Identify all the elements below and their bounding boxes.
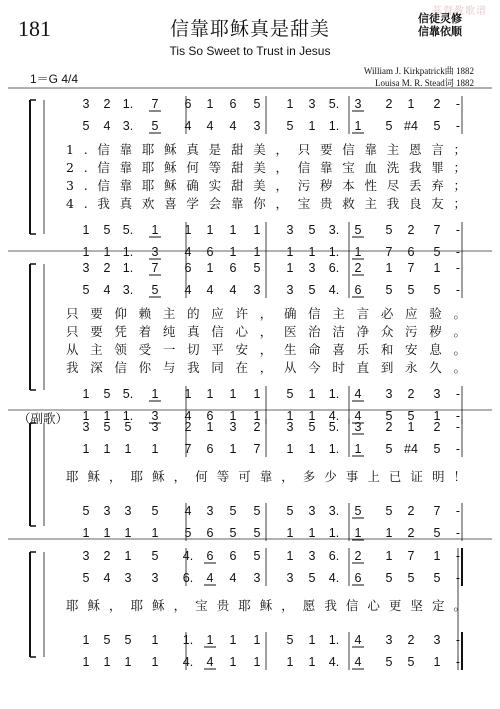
lyric-line: 从主领受一切平安，生命喜乐和安息。: [66, 342, 466, 357]
tenor-note: 1: [229, 633, 237, 647]
tenor-note: 1.: [182, 633, 194, 647]
tenor-note: 3: [103, 504, 111, 518]
author-credit: Louisa M. R. Stead词 1882: [375, 78, 474, 88]
soprano-note: -: [455, 261, 461, 275]
bass-note: 1.: [122, 409, 134, 423]
bass-note: 4: [206, 655, 214, 669]
soprano-note: 1: [286, 549, 294, 563]
alto-note: 4: [103, 119, 111, 133]
bass-note: 5: [385, 655, 393, 669]
soprano-note: 3: [308, 97, 316, 111]
soprano-note: 1: [407, 420, 415, 434]
tenor-note: 1: [253, 223, 261, 237]
tenor-note: 5.: [122, 387, 134, 401]
title-english: Tis So Sweet to Trust in Jesus: [169, 44, 331, 58]
alto-note: 1: [103, 442, 111, 456]
alto-note: 3: [253, 571, 261, 585]
alto-note: 5: [82, 283, 90, 297]
tenor-note: 3.: [328, 223, 340, 237]
tenor-note: 3.: [328, 504, 340, 518]
soprano-note: 5: [124, 420, 132, 434]
bass-note: 1: [103, 245, 111, 259]
bass-note: 1: [308, 526, 316, 540]
bass-note: 4.: [328, 409, 340, 423]
tenor-note: 1: [184, 223, 192, 237]
alto-note: 4: [206, 571, 214, 585]
bass-note: 1: [433, 409, 441, 423]
tenor-note: 4: [354, 633, 362, 647]
alto-note: 1: [308, 119, 316, 133]
alto-note: 5: [385, 119, 393, 133]
soprano-note: 1: [407, 97, 415, 111]
lyric-line: 耶稣，耶稣，宝贵耶稣，愿我信心更坚定。: [66, 598, 466, 613]
bass-note: 1: [253, 655, 261, 669]
tenor-note: 2: [407, 504, 415, 518]
soprano-note: 6.: [328, 261, 340, 275]
alto-note: 1: [308, 442, 316, 456]
soprano-note: 1: [385, 261, 393, 275]
bass-note: 1: [82, 409, 90, 423]
tenor-note: 2: [407, 223, 415, 237]
soprano-note: 1.: [122, 261, 134, 275]
soprano-note: 2: [354, 549, 362, 563]
bass-note: 1: [354, 526, 362, 540]
title-chinese: 信靠耶稣真是甜美: [169, 18, 330, 40]
alto-note: 7: [184, 442, 192, 456]
bass-note: 2: [407, 526, 415, 540]
soprano-note: 7: [407, 549, 415, 563]
bass-note: 1: [286, 526, 294, 540]
tenor-note: 3: [385, 387, 393, 401]
alto-note: -: [455, 119, 461, 133]
alto-note: 1: [124, 442, 132, 456]
watermark: 基督教歌谱: [432, 6, 487, 17]
bass-note: 1: [82, 526, 90, 540]
alto-note: 1: [354, 442, 362, 456]
soprano-note: 1: [206, 420, 214, 434]
alto-note: 6: [354, 571, 362, 585]
alto-note: 4: [206, 119, 214, 133]
soprano-note: 5: [253, 261, 261, 275]
bass-note: 4: [354, 655, 362, 669]
bass-note: 1: [151, 655, 159, 669]
bass-note: 6: [206, 409, 214, 423]
alto-note: 6.: [182, 571, 194, 585]
alto-note: 5: [407, 571, 415, 585]
tenor-note: 5: [103, 223, 111, 237]
tenor-note: 4: [354, 387, 362, 401]
bass-note: 1: [124, 655, 132, 669]
bass-note: -: [455, 409, 461, 423]
soprano-note: 7: [407, 261, 415, 275]
tenor-note: 5: [385, 504, 393, 518]
soprano-note: 3: [354, 97, 362, 111]
tenor-note: 7: [433, 504, 441, 518]
tenor-note: 5: [103, 387, 111, 401]
bass-note: 4.: [328, 655, 340, 669]
bass-note: 1: [82, 245, 90, 259]
bass-note: 1: [253, 409, 261, 423]
bass-note: -: [455, 245, 461, 259]
alto-note: 5: [308, 283, 316, 297]
alto-note: 1: [151, 442, 159, 456]
alto-note: 5: [82, 571, 90, 585]
alto-note: 6: [354, 283, 362, 297]
alto-note: 6: [206, 442, 214, 456]
soprano-note: 7: [151, 97, 159, 111]
bass-note: 1.: [328, 245, 340, 259]
tenor-note: 1: [229, 223, 237, 237]
soprano-note: 2: [433, 97, 441, 111]
alto-note: 1: [286, 442, 294, 456]
soprano-note: 3: [354, 420, 362, 434]
soprano-note: 5.: [328, 420, 340, 434]
bass-note: 3: [151, 409, 159, 423]
alto-note: 5: [385, 571, 393, 585]
tenor-note: 3: [433, 387, 441, 401]
bass-note: 4: [184, 245, 192, 259]
tenor-note: 5: [286, 387, 294, 401]
alto-note: -: [455, 283, 461, 297]
bass-note: 5: [229, 526, 237, 540]
bass-note: 5: [433, 526, 441, 540]
bass-note: 1: [151, 526, 159, 540]
tenor-note: 1: [151, 387, 159, 401]
soprano-note: 5: [103, 420, 111, 434]
soprano-note: 3: [82, 97, 90, 111]
alto-note: 1.: [328, 442, 340, 456]
soprano-note: 3: [308, 549, 316, 563]
tenor-note: 5: [354, 504, 362, 518]
alto-note: 3: [253, 283, 261, 297]
alto-note: 4: [229, 119, 237, 133]
alto-note: 3.: [122, 283, 134, 297]
alto-note: 5: [433, 442, 441, 456]
bass-note: 1: [229, 409, 237, 423]
soprano-note: 3: [286, 420, 294, 434]
bass-note: 1: [253, 245, 261, 259]
soprano-note: 7: [151, 261, 159, 275]
bass-note: 1.: [328, 526, 340, 540]
lyric-line: 只要凭着纯真信心，医治洁净众污秽。: [66, 324, 466, 339]
soprano-note: 1: [206, 97, 214, 111]
bass-note: 1: [308, 409, 316, 423]
alto-note: 4: [229, 283, 237, 297]
soprano-note: 6: [184, 261, 192, 275]
soprano-note: 5: [253, 549, 261, 563]
soprano-note: 6.: [328, 549, 340, 563]
alto-note: 4: [103, 283, 111, 297]
soprano-note: 2: [354, 261, 362, 275]
soprano-note: -: [455, 420, 461, 434]
bass-note: -: [455, 526, 461, 540]
alto-note: 5: [433, 571, 441, 585]
bass-note: 7: [385, 245, 393, 259]
bass-note: 5: [385, 409, 393, 423]
tenor-note: 3: [206, 504, 214, 518]
tenor-note: -: [455, 504, 461, 518]
tenor-note: -: [455, 223, 461, 237]
tenor-note: 2: [407, 633, 415, 647]
soprano-note: 3: [229, 420, 237, 434]
soprano-note: 5.: [328, 97, 340, 111]
alto-note: 3: [286, 571, 294, 585]
bass-note: -: [455, 655, 461, 669]
alto-note: -: [455, 571, 461, 585]
tenor-note: 5.: [122, 223, 134, 237]
alto-note: 3.: [122, 119, 134, 133]
bass-note: 1: [286, 409, 294, 423]
tenor-note: 5: [286, 633, 294, 647]
tenor-note: 5: [151, 504, 159, 518]
bass-note: 1: [385, 526, 393, 540]
tenor-note: 7: [433, 223, 441, 237]
tenor-note: 3: [433, 633, 441, 647]
soprano-note: 2: [433, 420, 441, 434]
soprano-note: 6: [206, 549, 214, 563]
tenor-note: 5: [354, 223, 362, 237]
bass-note: 1: [103, 409, 111, 423]
alto-note: 5: [82, 119, 90, 133]
soprano-note: 1: [433, 261, 441, 275]
tenor-note: 3: [308, 504, 316, 518]
tenor-note: 1: [151, 223, 159, 237]
tenor-note: 5: [308, 223, 316, 237]
tenor-note: 1: [82, 387, 90, 401]
soprano-note: 6: [229, 97, 237, 111]
chorus-label: （副歌）: [18, 411, 69, 426]
tenor-note: 3: [385, 633, 393, 647]
tenor-note: 3: [124, 504, 132, 518]
alto-note: 5: [433, 119, 441, 133]
lyric-line: 耶稣，耶稣，何等可靠，多少事上已证明！: [66, 469, 466, 484]
soprano-note: -: [455, 97, 461, 111]
lyric-line: 4.我真欢喜学会靠你，宝贵救主我良友；: [66, 196, 466, 211]
bass-note: 4: [354, 409, 362, 423]
alto-note: 5: [286, 119, 294, 133]
tenor-note: 5: [103, 633, 111, 647]
bass-note: 1: [124, 526, 132, 540]
soprano-note: 6: [229, 261, 237, 275]
tenor-note: 1: [184, 387, 192, 401]
soprano-note: 3: [308, 261, 316, 275]
bass-note: 5: [253, 526, 261, 540]
soprano-note: 5: [308, 420, 316, 434]
tenor-note: 1.: [328, 387, 340, 401]
alto-note: 4: [103, 571, 111, 585]
bass-note: 5: [184, 526, 192, 540]
bass-note: 1: [82, 655, 90, 669]
bass-note: 1: [286, 245, 294, 259]
alto-note: 5: [308, 571, 316, 585]
tenor-note: 3: [286, 223, 294, 237]
soprano-note: 5: [253, 97, 261, 111]
alto-note: 1.: [328, 119, 340, 133]
alto-note: 4: [184, 119, 192, 133]
bass-note: 3: [151, 245, 159, 259]
alto-note: 4.: [328, 283, 340, 297]
soprano-note: 1: [286, 97, 294, 111]
tenor-note: 2: [407, 387, 415, 401]
alto-note: 1: [82, 442, 90, 456]
tenor-note: 5: [253, 504, 261, 518]
soprano-note: 1: [433, 549, 441, 563]
tenor-note: 1: [253, 633, 261, 647]
tenor-note: 1: [308, 633, 316, 647]
book-line-1: 信徒灵修: [418, 12, 462, 25]
bass-note: 6: [206, 526, 214, 540]
tenor-note: 5: [82, 504, 90, 518]
composer-credit: William J. Kirkpatrick曲 1882: [363, 66, 474, 76]
bass-note: 1: [433, 655, 441, 669]
alto-note: 3: [151, 571, 159, 585]
alto-note: 5: [385, 442, 393, 456]
alto-note: 1: [354, 119, 362, 133]
soprano-note: 2: [385, 420, 393, 434]
bass-note: 1: [229, 245, 237, 259]
alto-note: 4: [229, 571, 237, 585]
bass-note: 1.: [122, 245, 134, 259]
alto-note: 3: [253, 119, 261, 133]
soprano-note: 3: [82, 261, 90, 275]
bass-note: 1: [354, 245, 362, 259]
soprano-note: 1: [124, 549, 132, 563]
alto-note: 4.: [328, 571, 340, 585]
bass-note: 1: [308, 655, 316, 669]
hymn-number: 181: [18, 16, 51, 41]
alto-note: 5: [385, 283, 393, 297]
soprano-note: 1: [385, 549, 393, 563]
soprano-note: 6: [184, 97, 192, 111]
soprano-note: -: [455, 549, 461, 563]
alto-note: #4: [404, 442, 418, 456]
soprano-note: 2: [184, 420, 192, 434]
tenor-note: 5: [385, 223, 393, 237]
lyric-line: 1.信靠耶稣真是甜美，只要信靠主恩言；: [66, 142, 466, 157]
tenor-note: 1.: [328, 633, 340, 647]
soprano-note: 1.: [122, 97, 134, 111]
bass-note: 1: [229, 655, 237, 669]
bass-note: 1: [308, 245, 316, 259]
alto-note: 5: [151, 283, 159, 297]
key-signature: 1＝G 4/4: [30, 72, 79, 86]
alto-note: 3: [286, 283, 294, 297]
soprano-note: 6: [229, 549, 237, 563]
soprano-note: 1: [206, 261, 214, 275]
soprano-note: 5: [151, 549, 159, 563]
bass-note: 1: [103, 655, 111, 669]
bass-note: 1: [286, 655, 294, 669]
bass-note: 6: [206, 245, 214, 259]
tenor-note: 5: [124, 633, 132, 647]
alto-note: 4: [206, 283, 214, 297]
book-line-2: 信靠依顺: [418, 25, 462, 38]
tenor-note: -: [455, 387, 461, 401]
bass-note: 5: [407, 409, 415, 423]
alto-note: 5: [407, 283, 415, 297]
bass-note: 5: [407, 655, 415, 669]
tenor-note: 5: [229, 504, 237, 518]
tenor-note: 1: [206, 223, 214, 237]
alto-note: 1: [229, 442, 237, 456]
lyric-line: 2.信靠耶稣何等甜美，信靠宝血洗我罪；: [66, 160, 466, 175]
alto-note: -: [455, 442, 461, 456]
tenor-note: 1: [82, 633, 90, 647]
alto-note: 7: [253, 442, 261, 456]
lyric-line: 我深信你与我同在，从今时直到永久。: [66, 360, 466, 375]
soprano-note: 2: [103, 97, 111, 111]
alto-note: 3: [124, 571, 132, 585]
tenor-note: 1: [308, 387, 316, 401]
tenor-note: 1: [206, 387, 214, 401]
soprano-note: 3: [151, 420, 159, 434]
bass-note: 5: [433, 245, 441, 259]
bass-note: 4: [184, 409, 192, 423]
soprano-note: 2: [103, 549, 111, 563]
soprano-note: 2: [103, 261, 111, 275]
tenor-note: 1: [82, 223, 90, 237]
bass-note: 6: [407, 245, 415, 259]
alto-note: 5: [151, 119, 159, 133]
soprano-note: 1: [286, 261, 294, 275]
soprano-note: 3: [82, 420, 90, 434]
tenor-note: 1: [253, 387, 261, 401]
bass-note: 4.: [182, 655, 194, 669]
soprano-note: 3: [82, 549, 90, 563]
lyric-line: 3.信靠耶稣确实甜美，污秽本性尽丢弃；: [66, 178, 466, 193]
alto-note: #4: [404, 119, 418, 133]
alto-note: 5: [433, 283, 441, 297]
lyric-line: 只要仰赖主的应许，确信主言必应验。: [66, 306, 466, 321]
soprano-note: 2: [385, 97, 393, 111]
tenor-note: -: [455, 633, 461, 647]
tenor-note: 1: [229, 387, 237, 401]
soprano-note: 2: [253, 420, 261, 434]
tenor-note: 1: [206, 633, 214, 647]
tenor-note: 1: [151, 633, 159, 647]
alto-note: 4: [184, 283, 192, 297]
tenor-note: 5: [286, 504, 294, 518]
tenor-note: 4: [184, 504, 192, 518]
soprano-note: 4.: [182, 549, 194, 563]
bass-note: 1: [103, 526, 111, 540]
